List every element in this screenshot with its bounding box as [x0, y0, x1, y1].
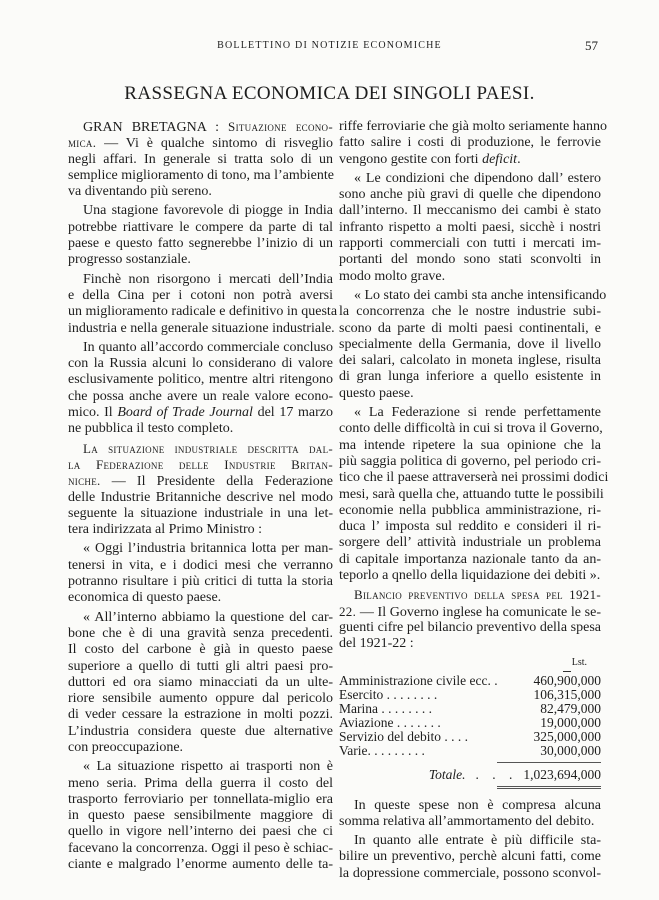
- text-line: duttori ed ora siamo minacciati da un ulte-: [68, 674, 333, 690]
- paragraph: [339, 171, 601, 285]
- text-segment: del 17 marzo: [252, 405, 333, 421]
- budget-label: Varie. . . . . . . . .: [339, 743, 425, 758]
- paragraph: [68, 441, 333, 539]
- unit-dash: [563, 671, 571, 672]
- text-line: [339, 152, 601, 168]
- text-line: teporlo a qnello della liquidazione dei debiti ».: [339, 568, 601, 584]
- text-line: [339, 587, 601, 603]
- text-line: quello in vigore nell’interno dei paesi che ci: [68, 824, 333, 840]
- text-line: dall’interno. Il meccanismo dei cambi è stato: [339, 203, 601, 219]
- text-line: sono anche più gravi di quelle che dipendono: [339, 187, 601, 203]
- text-line: [68, 473, 333, 489]
- text-line: L’industria considera queste due alternative: [68, 723, 333, 739]
- text-segment: GRAN BRETAGNA :: [83, 120, 229, 135]
- text-segment: vengono gestite con forti: [339, 151, 483, 167]
- text-segment: — Il Governo inglese ha comunicate le se-: [356, 604, 601, 620]
- paragraph: [339, 587, 601, 652]
- paragraph: [68, 541, 333, 606]
- italic-text: Board of Trade Journal: [117, 405, 253, 421]
- text-line: industria e nella generale situazione industriale.: [68, 320, 335, 336]
- budget-value: 325,000,000: [533, 728, 601, 744]
- text-line: facevano la concorrenza. Oggi il peso è schiac-: [68, 840, 333, 856]
- small-caps-heading: la Federazione delle Industrie Britan-: [68, 456, 333, 472]
- text-line: rapporti commerciali con tutti i mercati im-: [339, 236, 601, 252]
- text-line: « La situazione rispetto ai trasporti non è: [83, 759, 333, 775]
- right-column-text-after: [339, 798, 601, 882]
- budget-row: [339, 716, 601, 730]
- text-line: potrebbe riattivare le compere da parte di tal: [68, 219, 333, 235]
- text-line: progresso sostanziale.: [68, 252, 191, 268]
- text-line: « Le condizioni che dipendono dall’ estero: [354, 170, 601, 186]
- text-line: delle Industrie Britanniche descrive nel modo: [68, 489, 333, 505]
- text-line: di gran lunga inferiore a quello esistente in: [339, 369, 601, 385]
- text-line: bone che è di una gravità senza precedenti.: [68, 625, 333, 641]
- text-line: negli affari. In generale si tratta solo di un: [68, 151, 333, 167]
- budget-label: Aviazione . . . . . . .: [339, 715, 441, 730]
- text-line: infranto rispetto a molti paesi, sicchè i nostri: [339, 219, 601, 235]
- text-line: sorgere dell’ attività industriale un problema: [339, 535, 601, 551]
- paragraph: [339, 798, 601, 831]
- total-dots: . . .: [475, 766, 518, 782]
- text-line: In quanto alle entrate è più difficile sta-: [354, 833, 601, 849]
- text-line: [68, 405, 333, 421]
- text-line: trasporto ferroviario per tonnellata-miglio era: [68, 791, 333, 807]
- budget-row: [339, 744, 601, 758]
- text-line: tera indirizzata al Primo Ministro :: [68, 522, 263, 538]
- paragraph: [68, 119, 333, 200]
- text-line: dei salari, calcolato in moneta inglese, risulta: [339, 353, 601, 369]
- paragraph: [339, 119, 607, 168]
- small-caps-heading: Situazione econo-: [228, 119, 333, 134]
- text-segment: .: [517, 151, 521, 167]
- text-line: in questo paese sensibilmente maggiore di: [68, 808, 333, 824]
- small-caps-heading: mica.: [68, 135, 97, 151]
- text-line: [339, 604, 601, 620]
- text-line: economie nella pubblica amministrazione, ri-: [339, 502, 601, 518]
- text-line: bilire un preventivo, perchè alcuni fatti, come: [339, 849, 601, 865]
- right-column: [339, 119, 609, 885]
- text-line: con preoccupazione.: [68, 739, 184, 755]
- text-segment: — Il Presidente della Federazione: [100, 474, 333, 490]
- paragraph: [339, 405, 609, 584]
- text-segment: — Vi è qualche sintomo di risveglio: [96, 136, 333, 152]
- text-line: duca l’ imposta sul reddito e consideri il ri-: [339, 519, 601, 535]
- budget-label: Amministrazione civile ecc. .: [339, 673, 498, 688]
- small-caps-heading: niche.: [68, 473, 101, 489]
- text-line: ciante e malgrado l’enorme aumento delle ta-: [68, 857, 333, 873]
- text-line: semplice miglioramento di tono, ma l’ambiente: [68, 167, 334, 183]
- text-line: guenti cifre pel bilancio preventivo della spesa: [339, 619, 601, 635]
- text-line: In quanto all’accordo commerciale concluso: [83, 339, 333, 355]
- text-line: meno seria. Prima della guerra il costo del: [68, 775, 333, 791]
- budget-total-row: [339, 768, 601, 782]
- paragraph: [68, 203, 333, 268]
- text-line: « La Federazione si rende perfettamente: [354, 405, 601, 421]
- text-line: questo paese.: [339, 385, 414, 401]
- small-caps-heading: Bilancio preventivo della spesa pel 1921-: [354, 587, 601, 603]
- text-line: [68, 135, 333, 151]
- budget-value: 106,315,000: [533, 686, 601, 702]
- text-line: « All’interno abbiamo la questione del car-: [83, 609, 333, 625]
- text-line: riore sensibile aumento oppure dal pericolo: [68, 691, 333, 707]
- text-line: del 1921-22 :: [339, 636, 414, 652]
- text-line: la dopressione commerciale, possono sconvol-: [339, 865, 601, 881]
- text-line: conto delle difficoltà in cui si trova il Governo,: [339, 421, 603, 437]
- text-line: specialmente della Germania, dove il livello: [339, 336, 601, 352]
- total-value: 1,023,694,000: [523, 766, 601, 782]
- text-line: potranno risultare i più critici di tutta la storia: [68, 574, 333, 590]
- text-line: tenersi in vita, e i dodici mesi che verranno: [68, 557, 333, 573]
- text-line: modo molto grave.: [339, 268, 446, 284]
- text-line: la concorrenza che le nostre industrie subi-: [339, 304, 601, 320]
- right-column-text: [339, 119, 609, 653]
- text-line: di veder cessare la estrazione in molti pozzi.: [68, 707, 333, 723]
- text-line: In queste spese non è compresa alcuna: [354, 797, 601, 813]
- paragraph: [339, 833, 601, 882]
- text-line: « Oggi l’industria britannica lotta per man-: [83, 541, 333, 557]
- small-caps-heading: La situazione industriale descritta dal-: [83, 440, 333, 456]
- small-caps-heading: 22.: [339, 603, 357, 619]
- text-line: Finchè non risorgono i mercati dell’India: [83, 271, 333, 287]
- text-line: portanti del mondo sono stati sconvolti in: [339, 252, 601, 268]
- text-line: scono da parte di molti paesi continentali, e: [339, 320, 601, 336]
- budget-value: 460,900,000: [533, 672, 601, 688]
- budget-row: [339, 730, 601, 744]
- budget-value: 30,000,000: [540, 742, 601, 758]
- budget-row: [339, 702, 601, 716]
- running-head: [0, 38, 659, 54]
- budget-rows: [339, 674, 601, 758]
- paragraph: [68, 610, 333, 757]
- total-rule: [497, 762, 601, 763]
- budget-unit: Lst.: [571, 656, 587, 668]
- text-line: che possa anche avere un reale valore econo-: [68, 388, 333, 404]
- text-line: superiore a quello di tutti gli altri paesi pro-: [68, 658, 333, 674]
- article-title: RASSEGNA ECONOMICA DEI SINGOLI PAESI.: [124, 83, 535, 104]
- text-line: economica di questo paese.: [68, 590, 222, 606]
- text-line: riffe ferroviarie che già molto seriamente hanno: [339, 119, 607, 134]
- text-line: più saggia politica di governo, pel periodo cri-: [339, 453, 601, 469]
- text-line: va diventando più sereno.: [68, 184, 212, 200]
- budget-label: Esercito . . . . . . . .: [339, 687, 438, 702]
- budget-label: Servizio del debito . . . .: [339, 729, 468, 744]
- text-line: « Lo stato dei cambi sta anche intensificando: [354, 287, 607, 303]
- text-line: mesi, sarà quella che, attuando tutte le possibili: [339, 486, 604, 502]
- budget-label: Marina . . . . . . . .: [339, 701, 432, 716]
- text-line: somma relativa all’ammortamento del debito.: [339, 813, 595, 829]
- total-double-rule: [497, 786, 601, 790]
- budget-table: [339, 656, 601, 790]
- text-line: esclusivamente politico, mentre altri ritengono: [68, 372, 333, 388]
- paragraph: [68, 271, 338, 337]
- budget-row: [339, 674, 601, 688]
- text-line: e della Cina per i cotoni non potrà aversi: [68, 287, 333, 303]
- text-line: [68, 119, 333, 135]
- total-label: Totale.: [428, 766, 466, 782]
- text-line: seguente la situazione industriale in una let-: [68, 505, 333, 521]
- text-line: paese e questo fatto segnerebbe l’inizio di un: [68, 236, 333, 252]
- budget-value: 19,000,000: [540, 714, 601, 730]
- page-number: 57: [585, 38, 598, 53]
- paragraph: [68, 340, 333, 438]
- budget-row: [339, 688, 601, 702]
- left-column: [68, 119, 338, 876]
- text-line: fatto salire i costi di produzione, le ferrovie: [339, 135, 601, 151]
- text-line: di capitale importanza nazionale tanto da an-: [339, 551, 601, 567]
- paragraph: [68, 759, 333, 873]
- running-title: BOLLETTINO DI NOTIZIE ECONOMICHE: [217, 40, 442, 51]
- italic-text: deficit: [482, 151, 518, 167]
- text-line: Una stagione favorevole di piogge in India: [83, 203, 333, 219]
- budget-value: 82,479,000: [540, 700, 601, 716]
- text-line: ne pubblica il testo completo.: [68, 421, 234, 437]
- text-line: un miglioramento radicale e definitivo in questa: [68, 304, 338, 320]
- text-line: [68, 441, 333, 457]
- text-line: tico che il paese attraverserà nei prossimi dodici: [339, 470, 609, 486]
- text-line: Il costo del carbone è già in questo paese: [68, 642, 333, 658]
- text-line: [68, 457, 333, 473]
- text-line: ma intende ripetere la sua opinione che la: [339, 437, 601, 453]
- paragraph: [339, 287, 607, 402]
- text-segment: mico. Il: [68, 405, 118, 421]
- text-line: con la Russia alcuni lo considerano di valore: [68, 356, 333, 372]
